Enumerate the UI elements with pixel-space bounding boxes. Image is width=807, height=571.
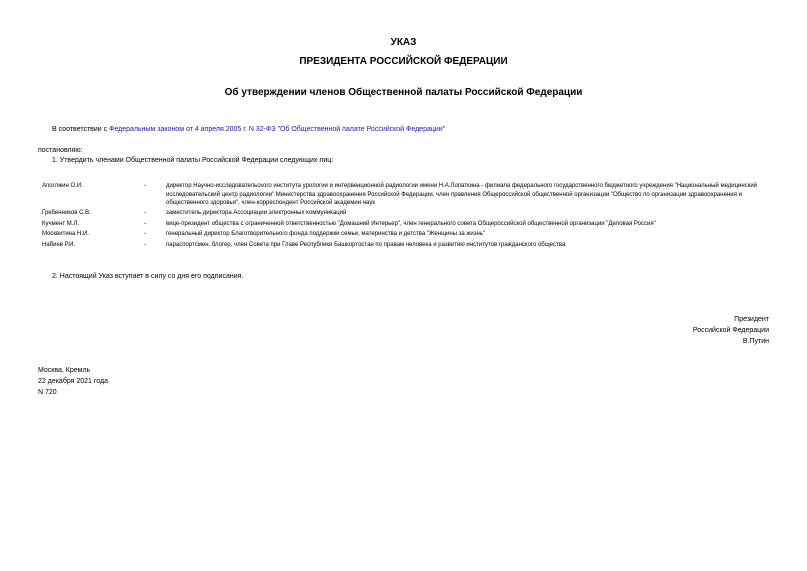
member-dash: - (144, 231, 146, 237)
member-name: Гребенников С.В. (42, 210, 91, 216)
document-subtitle: ПРЕЗИДЕНТА РОССИЙСКОЙ ФЕДЕРАЦИИ (299, 56, 508, 67)
decree-date: 22 декабря 2021 года (38, 378, 109, 385)
document-heading: Об утверждении членов Общественной палаты Российской Федерации (224, 87, 583, 98)
place-city: Москва, Кремль (38, 367, 91, 374)
clause-2: 2. Настоящий Указ вступает в силу со дня его подписания. (52, 273, 244, 280)
member-dash: - (144, 183, 146, 189)
signature-title: Президент (734, 316, 769, 323)
signature-name: В.Путин (742, 338, 769, 345)
member-description: вице-президент общества с ограниченной ответственностью "Домашний Интерьер", член генерального совета Общероссийской общественной организации "Деловая Россия" (166, 221, 656, 227)
decree-word: постановляю: (38, 147, 83, 154)
member-description: генеральный директор Благотворительного фонда поддержки семьи, материнства и детства "Женщины за жизнь" (166, 231, 486, 237)
signature-office: Российской Федерации (692, 327, 769, 334)
preamble (52, 126, 445, 133)
member-dash: - (144, 210, 146, 216)
member-description: заместитель директора Ассоциации электронных коммуникаций (166, 210, 347, 216)
member-name: Кучмент М.Л. (42, 221, 80, 227)
signature-block (693, 314, 769, 347)
member-description: директор Научно-исследовательского института урологии и интервенционной радиологии имени Н.А.Лопаткина - филиала федерального государственного бюджетного учреждения "Национальный медицинский исследовательский центр радиологии" Министерства здравоохранения Российской Федерации, член правления Общероссийской общественной организации "Общество по организации здравоохранения и общественного здоровья", член-корреспондент Российской академии наук (166, 183, 758, 206)
member-description: параспортсмен, блогер, член Совета при Главе Республики Башкортостан по правам человека и развитию институтов гражданского общества. (166, 242, 567, 248)
place-date-block (38, 365, 108, 398)
member-dash: - (144, 221, 146, 227)
decree-number: N 720 (38, 389, 57, 396)
preamble-prefix: В соответствии с (52, 126, 110, 133)
clause-1: 1. Утвердить членами Общественной палаты Российской Федерации следующих лиц: (52, 157, 334, 164)
member-name: Набиев Р.И. (42, 242, 76, 248)
document-title: УКАЗ (390, 37, 417, 48)
member-dash: - (144, 242, 146, 248)
federal-law-link[interactable]: Федеральным законом от 4 апреля 2005 г. N 32-ФЗ "Об Общественной палате Российской Федерации" (109, 126, 446, 133)
member-name: Москвитина Н.И. (42, 231, 89, 237)
member-name: Апоглжин О.И. (42, 183, 83, 189)
